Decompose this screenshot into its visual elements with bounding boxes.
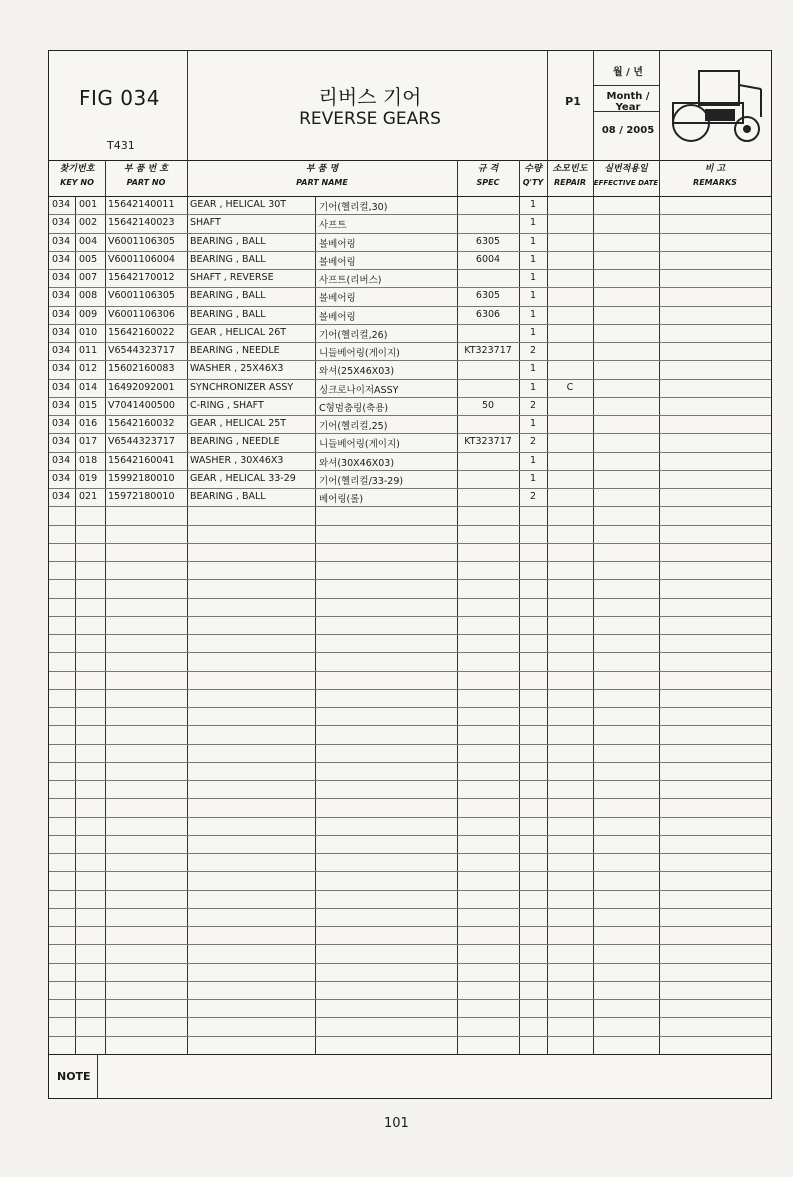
cell-qty: 2 xyxy=(529,436,537,448)
table-row xyxy=(49,926,771,945)
cell-fig: 034 xyxy=(52,454,71,466)
table-row xyxy=(49,871,771,890)
cell-name-ko: 볼베어링 xyxy=(319,311,356,323)
tractor-icon xyxy=(663,59,767,151)
cell-fig: 034 xyxy=(52,253,71,265)
cell-key: 015 xyxy=(79,399,98,411)
note-box xyxy=(49,1054,771,1099)
cell-fig: 034 xyxy=(52,363,71,375)
cell-key: 002 xyxy=(79,217,98,229)
table-row xyxy=(49,689,771,708)
table-row xyxy=(49,908,771,927)
cell-name-ko: 와셔(25X46X03) xyxy=(319,366,395,378)
cell-repair: C xyxy=(566,381,574,393)
cell-key: 014 xyxy=(79,381,98,393)
table-row xyxy=(49,652,771,671)
cell-fig: 034 xyxy=(52,381,71,393)
cell-name-en: WASHER , 25X46X3 xyxy=(190,363,284,375)
col-part-no: 부 품 번 호 PART NO xyxy=(123,164,169,187)
cell-fig: 034 xyxy=(52,272,71,283)
cell-part-no: V6001106004 xyxy=(108,253,175,265)
cell-part-no: 15992180010 xyxy=(108,472,175,484)
cell-name-en: GEAR , HELICAL 30T xyxy=(190,199,287,210)
table-row xyxy=(49,251,771,270)
table-row xyxy=(49,981,771,1000)
cell-qty: 1 xyxy=(529,272,537,283)
cell-name-ko: 볼베어링 xyxy=(319,238,356,250)
cell-name-en: GEAR , HELICAL 25T xyxy=(190,418,287,429)
table-row xyxy=(49,853,771,872)
col-remarks: 비 고 REMARKS xyxy=(693,164,737,187)
cell-name-ko: 사프트 xyxy=(319,220,347,232)
cell-part-no: V6544323717 xyxy=(108,345,175,356)
cell-name-ko: 기어(헬리컬,30) xyxy=(319,202,388,213)
cell-key: 005 xyxy=(79,253,98,265)
cell-qty: 1 xyxy=(529,235,537,247)
table-row xyxy=(49,598,771,617)
table-row xyxy=(49,506,771,525)
cell-name-ko: 니들베어링(게이지) xyxy=(319,348,400,359)
cell-part-no: 15642160041 xyxy=(108,454,175,466)
cell-key: 001 xyxy=(79,199,98,210)
cell-name-en: C-RING , SHAFT xyxy=(190,399,264,411)
sheet-header xyxy=(49,51,771,161)
cell-name-en: BEARING , BALL xyxy=(190,253,266,265)
cell-part-no: 15642160032 xyxy=(108,418,175,429)
col-effective-date: 실번적용일 EFFECTIVE DATE xyxy=(593,164,659,187)
cell-fig: 034 xyxy=(52,235,71,247)
cell-qty: 2 xyxy=(529,345,537,356)
cell-name-ko: 볼베어링 xyxy=(319,256,356,268)
cell-name-en: SHAFT , REVERSE xyxy=(190,272,274,283)
parts-table xyxy=(49,196,771,1054)
table-row xyxy=(49,707,771,726)
cell-qty: 1 xyxy=(529,253,537,265)
table-row xyxy=(49,196,771,215)
cell-spec: 6306 xyxy=(475,308,501,320)
model-code: T431 xyxy=(107,139,135,152)
table-row xyxy=(49,1036,771,1055)
table-row xyxy=(49,269,771,288)
cell-qty: 1 xyxy=(529,418,537,429)
page-number: 101 xyxy=(384,1116,409,1131)
table-row xyxy=(49,1017,771,1036)
table-row xyxy=(49,634,771,653)
table-row xyxy=(49,543,771,562)
cell-qty: 1 xyxy=(529,381,537,393)
cell-fig: 034 xyxy=(52,472,71,484)
table-row xyxy=(49,762,771,781)
table-row xyxy=(49,379,771,398)
cell-name-ko: 기어(헬리컬/33-29) xyxy=(319,475,404,487)
cell-name-en: BEARING , BALL xyxy=(190,290,266,302)
table-row xyxy=(49,999,771,1018)
cell-key: 016 xyxy=(79,418,98,429)
table-row xyxy=(49,452,771,471)
cell-spec: KT323717 xyxy=(464,345,512,356)
cell-fig: 034 xyxy=(52,436,71,448)
table-row xyxy=(49,835,771,854)
title-korean: 리버스 기어 xyxy=(318,85,422,109)
cell-part-no: 15642140011 xyxy=(108,199,175,210)
cell-key: 009 xyxy=(79,308,98,320)
cell-qty: 1 xyxy=(529,326,537,338)
table-row xyxy=(49,342,771,361)
table-row xyxy=(49,817,771,836)
column-headers xyxy=(49,160,771,197)
table-row xyxy=(49,616,771,635)
cell-spec: KT323717 xyxy=(464,436,512,448)
cell-key: 017 xyxy=(79,436,98,448)
table-row xyxy=(49,579,771,598)
cell-qty: 1 xyxy=(529,217,537,229)
cell-name-en: BEARING , BALL xyxy=(190,491,266,502)
cell-fig: 034 xyxy=(52,399,71,411)
col-part-name: 부 품 명 PART NAME xyxy=(296,164,348,187)
cell-part-no: 16492092001 xyxy=(108,381,175,393)
cell-key: 011 xyxy=(79,345,98,356)
cell-spec: 50 xyxy=(481,399,495,411)
cell-name-ko: 싱크로나이저ASSY xyxy=(319,384,399,396)
cell-name-en: SHAFT xyxy=(190,217,221,229)
col-repair: 소모빈도 REPAIR xyxy=(552,164,588,187)
cell-key: 007 xyxy=(79,272,98,283)
cell-fig: 034 xyxy=(52,418,71,429)
cell-spec: 6305 xyxy=(475,290,501,302)
cell-key: 012 xyxy=(79,363,98,375)
cell-part-no: V6001106305 xyxy=(108,290,175,302)
table-row xyxy=(49,287,771,306)
cell-qty: 1 xyxy=(529,472,537,484)
cell-name-en: GEAR , HELICAL 33-29 xyxy=(190,472,296,484)
cell-part-no: V7041400500 xyxy=(108,399,175,411)
cell-qty: 1 xyxy=(529,290,537,302)
cell-key: 010 xyxy=(79,326,98,338)
cell-key: 021 xyxy=(79,491,98,502)
cell-name-en: SYNCHRONIZER ASSY xyxy=(190,381,294,393)
table-row xyxy=(49,397,771,416)
cell-key: 008 xyxy=(79,290,98,302)
note-label: NOTE xyxy=(57,1070,91,1083)
cell-part-no: 15642170012 xyxy=(108,272,175,283)
cell-fig: 034 xyxy=(52,308,71,320)
cell-fig: 034 xyxy=(52,217,71,229)
cell-name-en: WASHER , 30X46X3 xyxy=(190,454,284,466)
table-row xyxy=(49,214,771,233)
fig-number: FIG 034 xyxy=(79,86,160,110)
table-row xyxy=(49,488,771,507)
cell-fig: 034 xyxy=(52,345,71,356)
cell-name-ko: 니들베어링(게이지) xyxy=(319,439,400,451)
table-row xyxy=(49,360,771,379)
cell-part-no: V6001106305 xyxy=(108,235,175,247)
cell-name-en: BEARING , BALL xyxy=(190,308,266,320)
cell-name-ko: 기어(헬리컬,26) xyxy=(319,329,388,341)
cell-part-no: 15972180010 xyxy=(108,491,175,502)
cell-fig: 034 xyxy=(52,326,71,338)
cell-name-ko: 베어링(롤) xyxy=(319,494,364,505)
cell-part-no: V6544323717 xyxy=(108,436,175,448)
cell-spec: 6004 xyxy=(475,253,501,265)
parts-sheet xyxy=(48,50,772,1099)
cell-name-ko: C형멈춤링(축용) xyxy=(319,402,389,414)
title-english: REVERSE GEARS xyxy=(299,109,441,129)
cell-qty: 1 xyxy=(529,308,537,320)
table-row xyxy=(49,525,771,544)
table-row xyxy=(49,963,771,982)
table-row xyxy=(49,944,771,963)
cell-name-en: BEARING , BALL xyxy=(190,235,266,247)
cell-fig: 034 xyxy=(52,491,71,502)
month-year-value: 08 / 2005 xyxy=(601,125,655,136)
cell-name-en: GEAR , HELICAL 26T xyxy=(190,326,287,338)
month-year-label-ko: 월 / 년 xyxy=(613,67,643,78)
cell-name-en: BEARING , NEEDLE xyxy=(190,436,280,448)
cell-key: 019 xyxy=(79,472,98,484)
cell-name-ko: 와셔(30X46X03) xyxy=(319,457,395,469)
month-year-label-en: Month / Year xyxy=(606,91,650,113)
cell-qty: 2 xyxy=(529,399,537,411)
cell-part-no: 15642160022 xyxy=(108,326,175,338)
table-row xyxy=(49,725,771,744)
table-row xyxy=(49,306,771,325)
cell-key: 018 xyxy=(79,454,98,466)
cell-name-ko: 기어(헬리컬,25) xyxy=(319,421,388,432)
table-row xyxy=(49,233,771,252)
cell-name-ko: 사프트(리버스) xyxy=(319,275,382,286)
cell-part-no: 15642140023 xyxy=(108,217,175,229)
cell-qty: 2 xyxy=(529,491,537,502)
table-row xyxy=(49,561,771,580)
cell-name-en: BEARING , NEEDLE xyxy=(190,345,280,356)
col-spec: 규 격 SPEC xyxy=(476,164,500,187)
page-code: P1 xyxy=(565,95,581,108)
table-row xyxy=(49,780,771,799)
cell-fig: 034 xyxy=(52,199,71,210)
cell-name-ko: 볼베어링 xyxy=(319,293,356,305)
cell-qty: 1 xyxy=(529,199,537,210)
table-row xyxy=(49,798,771,817)
table-row xyxy=(49,890,771,909)
cell-fig: 034 xyxy=(52,290,71,302)
table-row xyxy=(49,470,771,489)
cell-qty: 1 xyxy=(529,363,537,375)
cell-key: 004 xyxy=(79,235,98,247)
table-row xyxy=(49,433,771,452)
cell-part-no: 15602160083 xyxy=(108,363,175,375)
table-row xyxy=(49,324,771,343)
table-row xyxy=(49,671,771,690)
cell-part-no: V6001106306 xyxy=(108,308,175,320)
cell-qty: 1 xyxy=(529,454,537,466)
cell-spec: 6305 xyxy=(475,235,501,247)
table-row xyxy=(49,744,771,763)
col-key-no: 찾기번호 KEY NO xyxy=(59,164,95,187)
col-qty: 수량 Q'TY xyxy=(522,164,544,187)
table-row xyxy=(49,415,771,434)
